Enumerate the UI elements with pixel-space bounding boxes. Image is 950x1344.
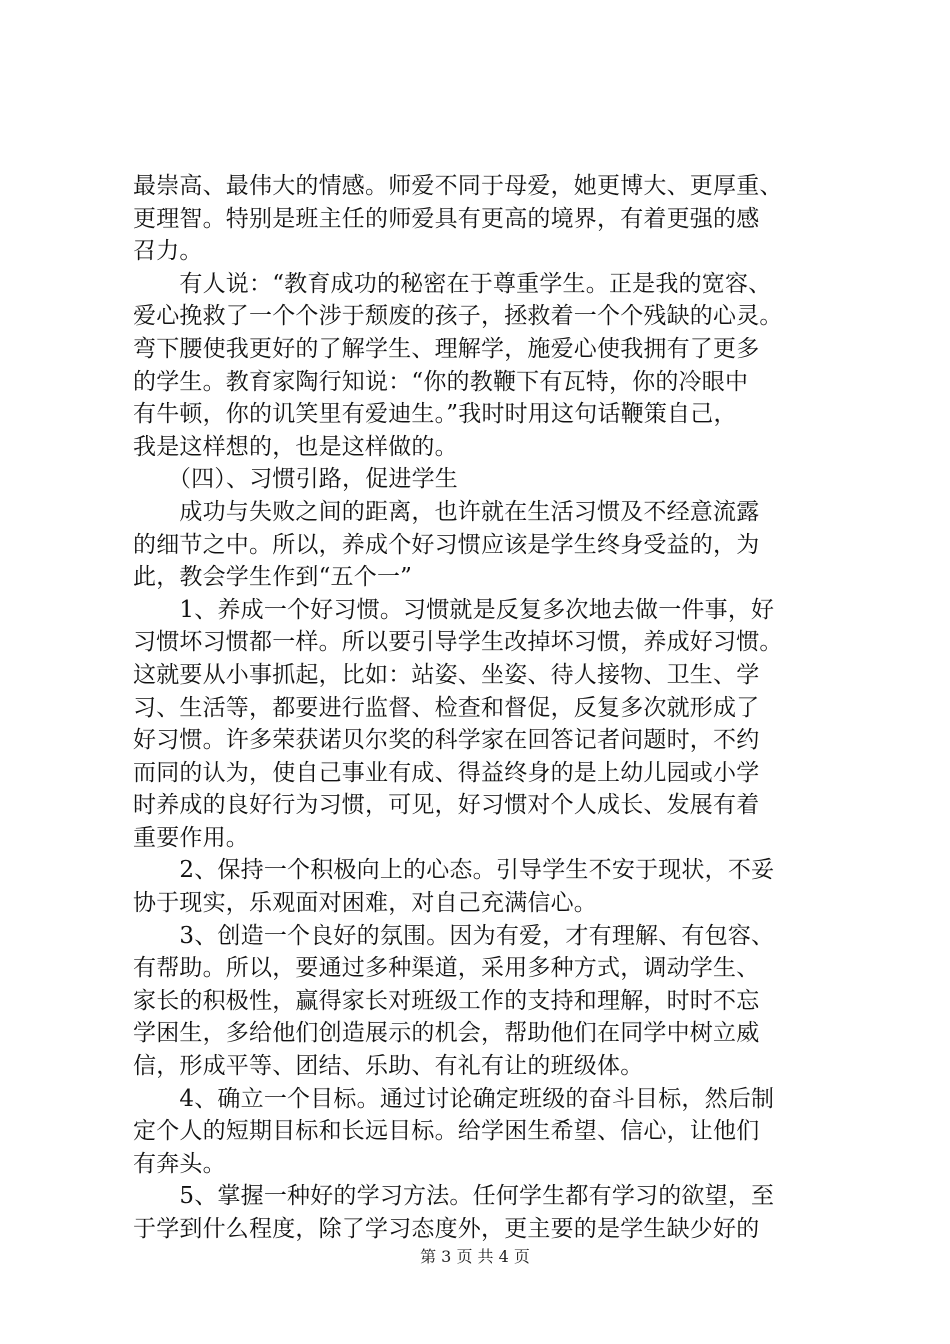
text-line: 学困生，多给他们创造展示的机会，帮助他们在同学中树立威 [133,1020,760,1047]
text-line: 有帮助。所以，要通过多种渠道，采用多种方式，调动学生、 [133,955,760,982]
text-line: 有人说：“教育成功的秘密在于尊重学生。正是我的宽容、 [133,270,772,297]
text-line: 有奔头。 [133,1150,226,1177]
text-line: 5、掌握一种好的学习方法。任何学生都有学习的欲望，至 [133,1183,775,1210]
text-line: 协于现实，乐观面对困难，对自己充满信心。 [133,890,597,917]
text-line: 1、养成一个好习惯。习惯就是反复多次地去做一件事，好 [133,596,775,623]
text-line: 爱心挽救了一个个涉于颓废的孩子，拯救着一个个残缺的心灵。 [133,303,783,330]
text-line: 信，形成平等、团结、乐助、有礼有让的班级体。 [133,1053,644,1080]
text-line: 3、创造一个良好的氛围。因为有爱，才有理解、有包容、 [133,922,775,949]
page-number: 第 3 页 共 4 页 [420,1247,530,1266]
text-line: 最崇高、最伟大的情感。师爱不同于母爱，她更博大、更厚重、 [133,173,783,199]
text-line: 而同的认为，使自己事业有成、得益终身的是上幼儿园或小学 [133,759,760,786]
text-line: 重要作用。 [133,824,249,851]
text-line: 好习惯。许多荣获诺贝尔奖的科学家在回答记者问题时，不约 [133,727,760,754]
text-line: 此，教会学生作到“五个一” [133,564,413,591]
text-line: 的细节之中。所以，养成个好习惯应该是学生终身受益的，为 [133,531,760,558]
text-line: 成功与失败之间的距离，也许就在生活习惯及不经意流露 [133,498,760,525]
text-line: 习惯坏习惯都一样。所以要引导学生改掉坏习惯，养成好习惯。 [133,629,783,656]
text-line: 于学到什么程度，除了学习态度外，更主要的是学生缺少好的 [133,1216,760,1242]
text-line: 的学生。教育家陶行知说：“你的教鞭下有瓦特，你的冷眼中 [133,368,749,395]
text-line: 时养成的良好行为习惯，可见，好习惯对个人成长、发展有着 [133,792,760,819]
text-line: 4、确立一个目标。通过讨论确定班级的奋斗目标，然后制 [133,1085,775,1112]
text-line: 更理智。特别是班主任的师爱具有更高的境界，有着更强的感 [133,205,760,232]
text-line: 这就要从小事抓起，比如：站姿、坐姿、待人接物、卫生、学 [133,661,760,688]
section-heading: （四）、习惯引路，促进学生 [133,466,458,493]
text-line: 弯下腰使我更好的了解学生、理解学，施爱心使我拥有了更多 [133,335,760,362]
text-line: 有牛顿，你的讥笑里有爱迪生。”我时时用这句话鞭策自己， [133,401,737,428]
text-line: 习、生活等，都要进行监督、检查和督促，反复多次就形成了 [133,694,760,721]
text-line: 2、保持一个积极向上的心态。引导学生不安于现状，不妥 [133,857,775,884]
text-line: 定个人的短期目标和长远目标。给学困生希望、信心，让他们 [133,1118,760,1145]
text-line: 召力。 [133,238,203,265]
body-text [133,170,833,1246]
text-line: 我是这样想的，也是这样做的。 [133,433,458,460]
page-footer [0,1244,950,1267]
text-line: 家长的积极性，赢得家长对班级工作的支持和理解，时时不忘 [133,987,760,1014]
